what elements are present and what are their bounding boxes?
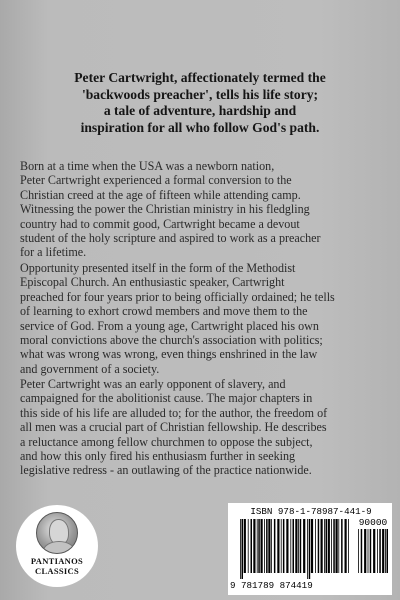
barcode-addon-bars [358, 529, 388, 579]
publisher-name-line-1: PANTIANOS [30, 556, 84, 566]
paragraph-line: of learning to exhort crowd members and move them to the [20, 304, 308, 319]
paragraph-line: service of God. From a young age, Cartwright placed his own [20, 318, 319, 333]
description-paragraph-2 [20, 261, 382, 376]
barcode-bar [331, 519, 332, 573]
paragraph-line: student of the holy scripture and aspired to work as a preacher [20, 231, 321, 246]
barcode-bar [283, 519, 285, 573]
barcode-bar [293, 519, 295, 573]
paragraph-line: campaigned for the abolitionist cause. The major chapters in [20, 391, 313, 406]
barcode-bar [264, 519, 265, 573]
barcode-bar [382, 529, 384, 573]
paragraph-line: for a lifetime. [20, 245, 87, 260]
barcode-bar [244, 519, 246, 573]
barcode-bar [341, 519, 343, 573]
barcode-bar [309, 519, 311, 579]
barcode-bar [387, 529, 389, 573]
blurb-line: 'backwoods preacher', tells his life story; [81, 86, 319, 102]
barcode-digits: 9 781789 874419 [230, 580, 313, 591]
barcode-bar [385, 529, 386, 573]
barcode-bar [364, 529, 366, 573]
barcode-bar [257, 519, 258, 573]
paragraph-line: Peter Cartwright experienced a formal conversion to the [20, 173, 292, 188]
barcode-bar [324, 519, 325, 573]
barcode-bar [286, 519, 288, 573]
barcode-bar [348, 519, 349, 573]
cover-blurb [48, 70, 352, 136]
paragraph-line: legislative redress - an outlawing of the practice nationwide. [20, 463, 312, 478]
isbn-barcode [228, 503, 392, 595]
barcode-bar [338, 519, 339, 573]
barcode-bar [281, 519, 282, 573]
paragraph-line: Born at a time when the USA was a newborn nation, [20, 159, 275, 173]
barcode-bar [328, 519, 330, 573]
barcode-bar [311, 519, 313, 573]
blurb-line: inspiration for all who follow God's path. [80, 119, 320, 135]
publisher-name [31, 556, 83, 576]
paragraph-line: Peter Cartwright was an early opponent of slavery, and [20, 377, 286, 391]
paragraph-line: preached for four years prior to being officially ordained; he tells [20, 289, 335, 304]
barcode-bar [290, 519, 291, 573]
paragraph-line: moral convictions above the church's association with politics; [20, 333, 323, 348]
barcode-bar [303, 519, 305, 573]
paragraph-line: this side of his life are alluded to; for the author, the freedom of [20, 405, 328, 420]
barcode-bar [326, 519, 328, 573]
barcode-bar [261, 519, 263, 573]
barcode-bar [242, 519, 244, 579]
paragraph-line: all men was a crucial part of Christian fellowship. He describes [20, 420, 327, 435]
barcode-bar [333, 519, 335, 573]
paragraph-line: Witnessing the power the Christian ministry in his fledgling [20, 202, 310, 217]
barcode-bars [240, 519, 350, 579]
barcode-bar [336, 519, 338, 573]
barcode-bar [379, 529, 381, 573]
paragraph-line: country had to commit good, Cartwright became a devout [20, 216, 300, 231]
barcode-bar [251, 519, 253, 573]
barcode-bar [274, 519, 276, 573]
paragraph-line: a reluctance among fellow churchmen to oppose the subject, [20, 434, 313, 449]
barcode-bar [295, 519, 297, 573]
barcode-bar [268, 519, 270, 573]
barcode-bar [298, 519, 299, 573]
barcode-bar [307, 519, 308, 579]
barcode-bar [321, 519, 323, 573]
barcode-addon-number: 90000 [358, 517, 388, 528]
barcode-bar [368, 529, 369, 573]
isbn-number: ISBN 978-1-78987-441-9 [250, 506, 372, 517]
paragraph-line: Christian creed at the age of fifteen while attending camp. [20, 187, 301, 202]
barcode-bar [248, 519, 249, 573]
paragraph-line: and government of a society. [20, 361, 160, 376]
paragraph-line: Opportunity presented itself in the form of the Methodist [20, 261, 296, 275]
barcode-bar [240, 519, 241, 579]
barcode-bar [361, 529, 363, 573]
barcode-bar [271, 519, 272, 573]
paragraph-line: what was wrong was wrong, even things enshrined in the law [20, 347, 318, 362]
barcode-bar [300, 519, 302, 573]
blurb-line: a tale of adventure, hardship and [103, 103, 297, 118]
barcode-bar [266, 519, 268, 573]
description-paragraph-3 [20, 377, 382, 478]
barcode-bar [318, 519, 320, 573]
publisher-logo [16, 505, 98, 587]
description-paragraph-1 [20, 159, 382, 260]
publisher-name-line-2: CLASSICS [35, 566, 79, 576]
barcode-bar [277, 519, 279, 573]
barcode-bar [373, 529, 375, 573]
paragraph-line: Episcopal Church. An enthusiastic speaker, Cartwright [20, 275, 285, 290]
barcode-bar [377, 529, 378, 573]
blurb-line: Peter Cartwright, affectionately termed the [74, 70, 326, 85]
portrait-medallion-icon [36, 512, 78, 554]
barcode-bar [253, 519, 255, 573]
barcode-bar [315, 519, 316, 573]
barcode-bar [370, 529, 372, 573]
barcode-bar [358, 529, 359, 573]
barcode-bar [345, 519, 347, 573]
barcode-bar [258, 519, 260, 573]
paragraph-line: and how this only fired his enthusiasm further in seeking [20, 449, 296, 464]
